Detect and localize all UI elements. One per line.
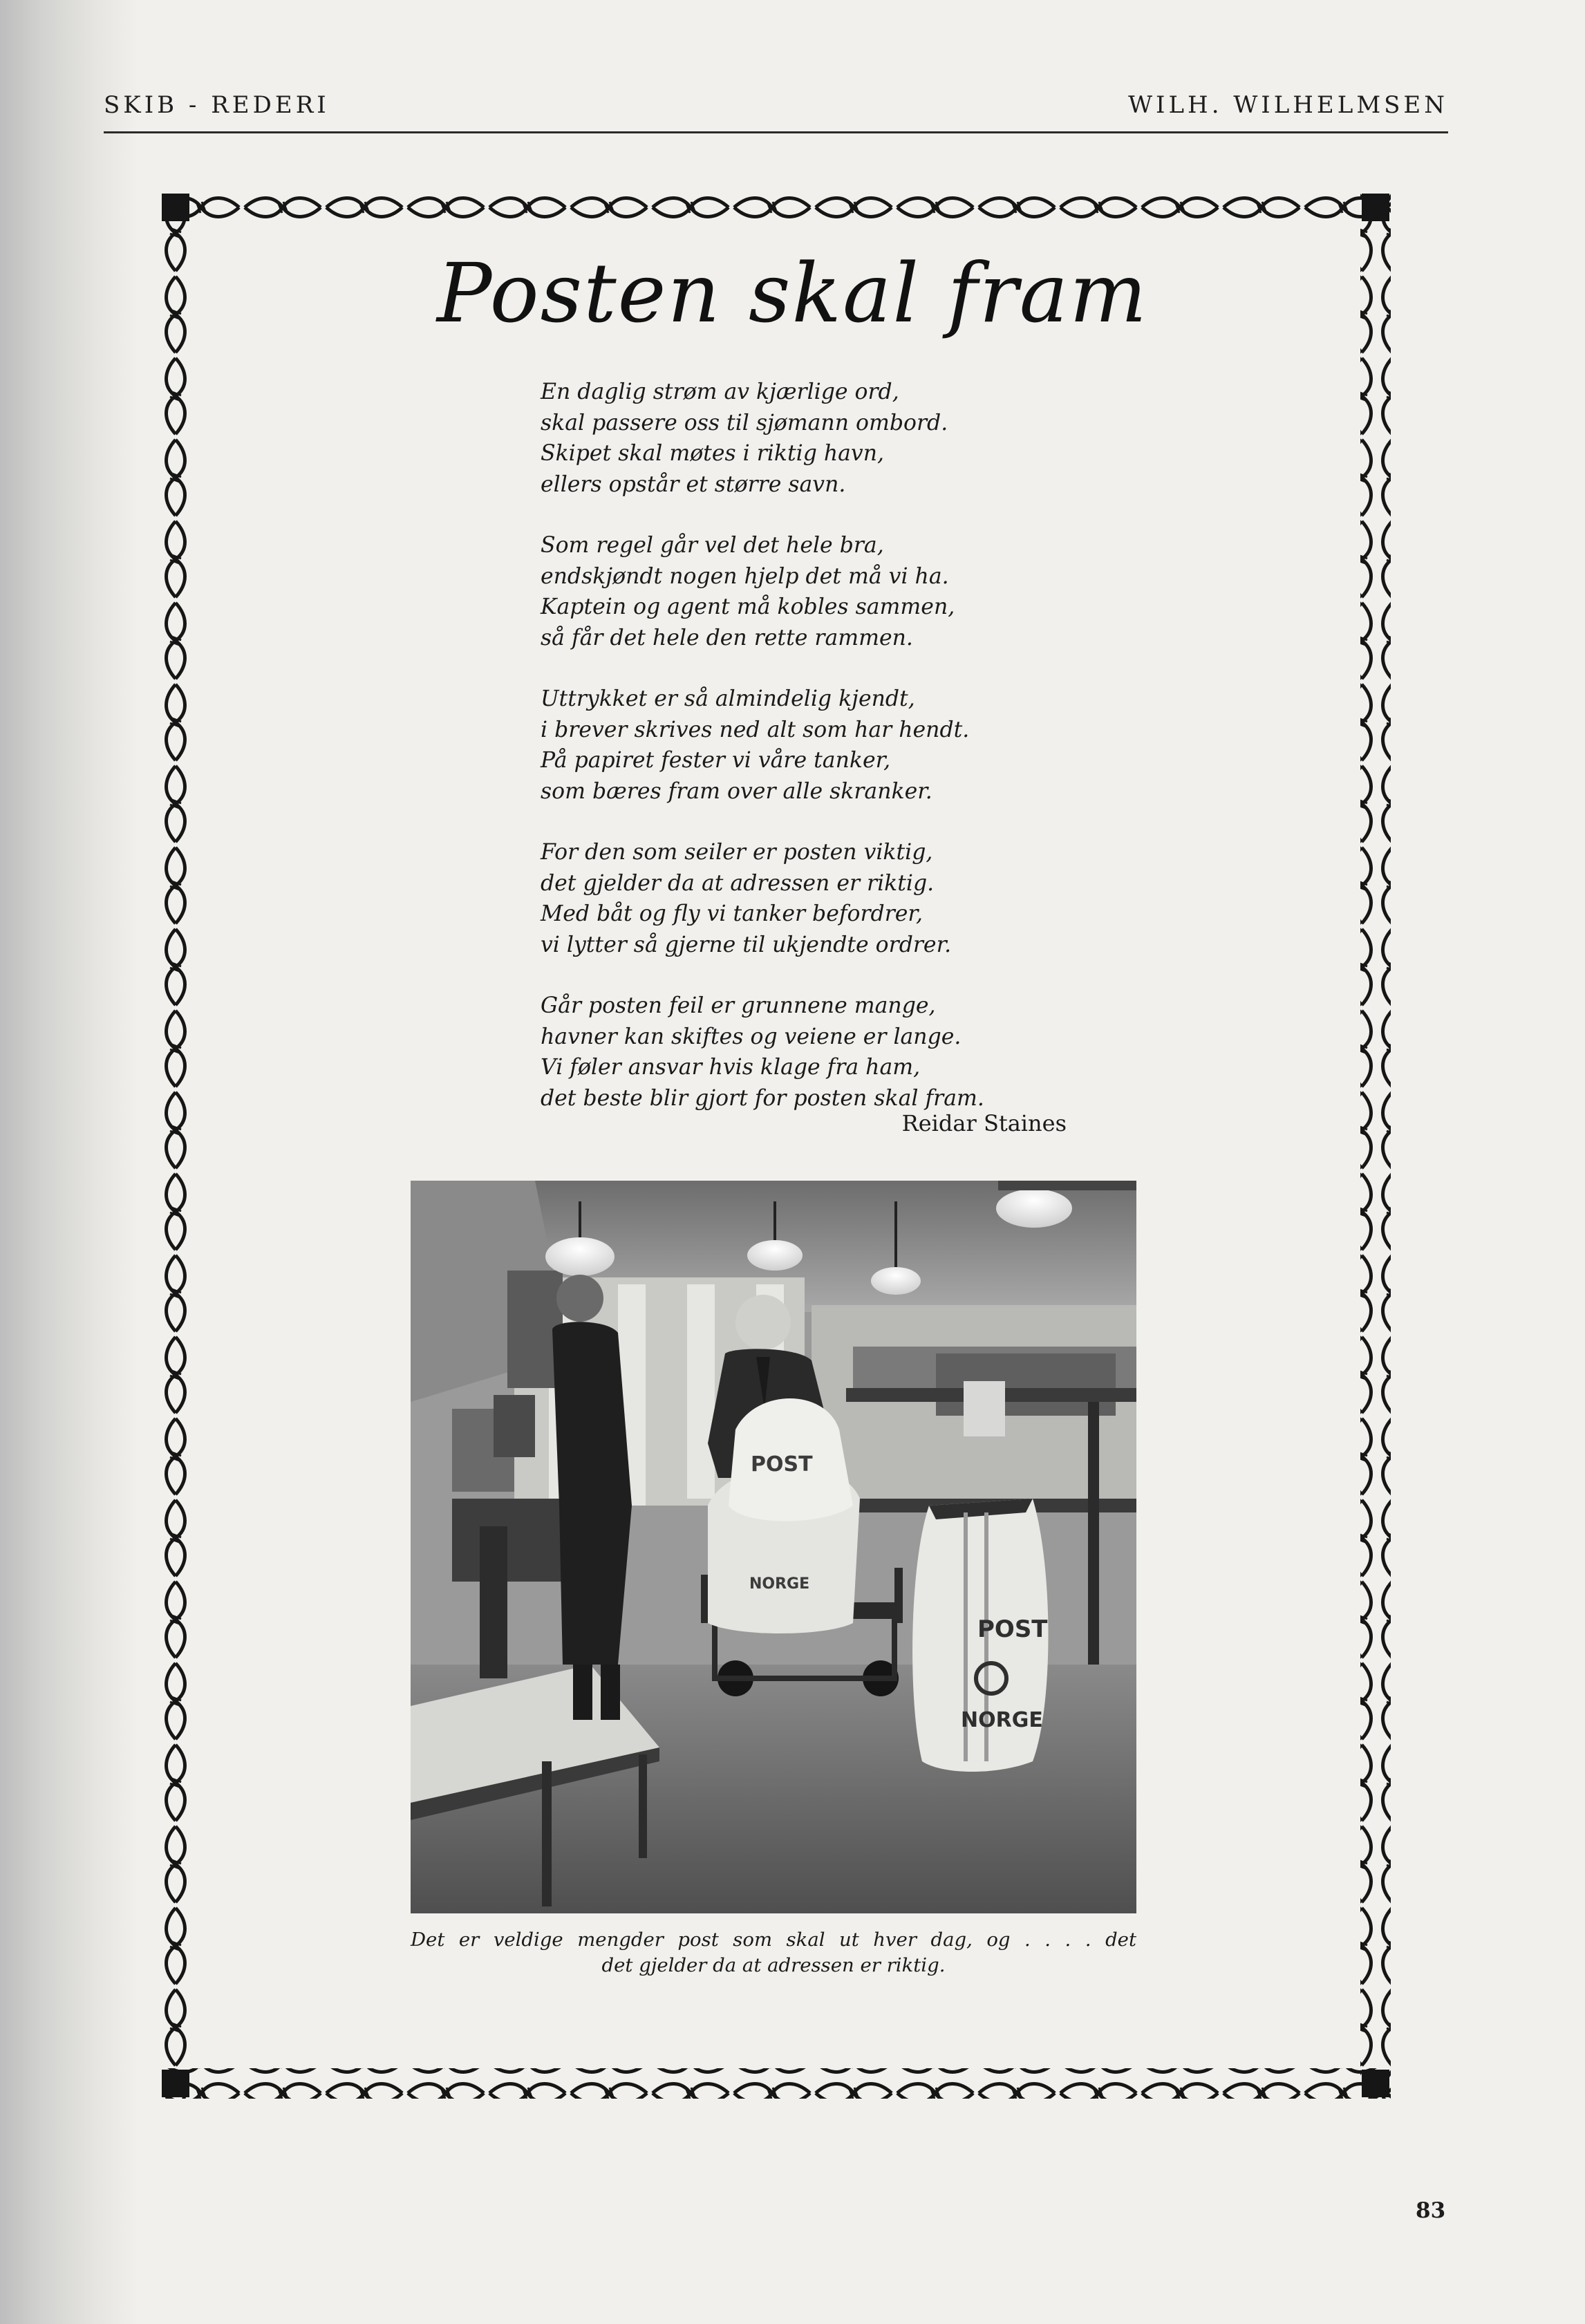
poem-line: så får det hele den rette rammen. [541,625,913,650]
stanza-5 [541,991,1163,1114]
sack-country-label: NORGE [961,1708,1043,1732]
poem-line: Vi føler ansvar hvis klage fra ham, [541,1055,921,1080]
page-number: 83 [1416,2198,1446,2223]
poem-body [541,377,1163,1144]
poem-line: ellers opstår et større savn. [541,471,846,497]
poem-line: det gjelder da at adressen er riktig. [541,870,935,896]
sack-label: POST [977,1615,1048,1643]
poem-line: endskjøndt nogen hjelp det må vi ha. [541,563,949,589]
poem-line: skal passere oss til sjømann ombord. [541,410,948,435]
stanza-2 [541,530,1163,653]
header-rule [104,131,1448,133]
stanza-3 [541,684,1163,807]
poem-line: Med båt og fly vi tanker befordrer, [541,901,923,926]
poem-line: som bæres fram over alle skranker. [541,778,932,804]
poem-line: Går posten feil er grunnene mange, [541,993,936,1018]
running-header-left: SKIB - REDERI [104,91,330,119]
poem-line: For den som seiler er posten viktig, [541,840,933,865]
sack-country-label: NORGE [749,1575,810,1593]
poem-line: En daglig strøm av kjærlige ord, [541,379,899,404]
poem-line: Uttrykket er så almindelig kjendt, [541,686,915,711]
poem-line: havner kan skiftes og veiene er lange. [541,1024,962,1049]
poem-line: Kaptein og agent må kobles sammen, [541,594,955,619]
poem-line: På papiret fester vi våre tanker, [541,748,891,773]
running-header-right: WILH. WILHELMSEN [1128,91,1448,119]
sack-label: POST [751,1452,813,1477]
photo-caption [411,1927,1136,1978]
page-gutter-shadow [0,0,138,2324]
caption-line-1: Det er veldige mengder post som skal ut hver dag, og . . . . det [411,1929,1136,1951]
poem-line: i brever skrives ned alt som har hendt. [541,717,970,742]
poem-line: vi lytter så gjerne til ukjendte ordrer. [541,932,952,957]
poem-line: det beste blir gjort for posten skal fram. [541,1085,984,1111]
poem-title: Posten skal fram [437,245,1148,341]
caption-line-2: det gjelder da at adressen er riktig. [601,1954,946,1976]
poem-line: Som regel går vel det hele bra, [541,533,884,558]
stanza-4 [541,837,1163,960]
mailroom-photo [411,1181,1136,1913]
stanza-1 [541,377,1163,500]
poem-line: Skipet skal møtes i riktig havn, [541,441,885,466]
poem-author: Reidar Staines [901,1110,1067,1136]
